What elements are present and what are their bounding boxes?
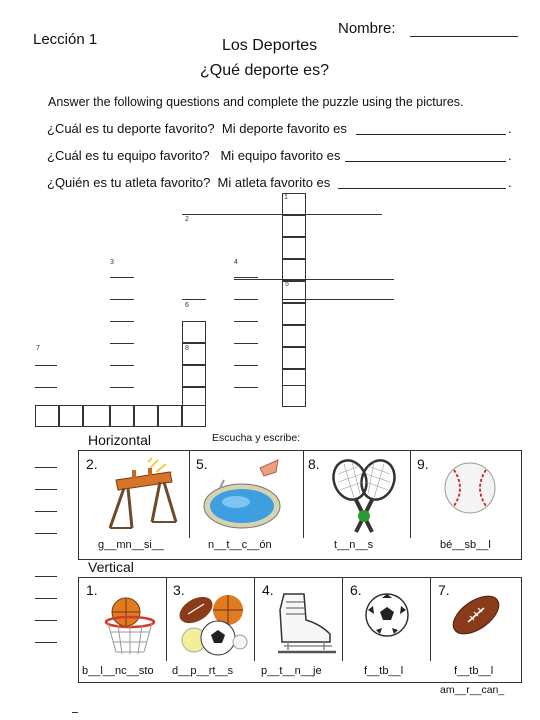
grid-line <box>110 277 134 278</box>
clue-number: 1 <box>284 194 288 201</box>
answer-prompt: Mi equipo favorito es <box>220 148 341 163</box>
grid-line <box>35 365 57 366</box>
answer-line-1[interactable] <box>356 134 506 135</box>
answer-end: . <box>508 121 512 136</box>
name-input-line[interactable] <box>410 36 518 37</box>
crossword-cell[interactable] <box>182 387 206 407</box>
write-line[interactable] <box>35 620 57 621</box>
clue-number: 3 <box>110 259 114 266</box>
clue-number: 4. <box>262 582 274 598</box>
vertical-heading: Vertical <box>88 559 134 575</box>
clue-number: 2. <box>86 456 98 472</box>
crossword-cell[interactable] <box>59 405 83 427</box>
ice-skate-icon <box>270 590 340 658</box>
divider <box>254 577 255 661</box>
answer-prompt: Mi atleta favorito es <box>217 175 331 190</box>
baseball-icon <box>442 460 498 516</box>
answer-prompt: Mi deporte favorito es <box>221 121 347 136</box>
write-line[interactable] <box>35 642 57 643</box>
crossword-cell[interactable] <box>282 303 306 325</box>
hint-word: t__n__s <box>334 539 374 551</box>
hint-word: g__mn__si__ <box>98 539 165 551</box>
grid-line <box>110 365 134 366</box>
write-line[interactable] <box>35 598 57 599</box>
clue-number: 9. <box>417 456 429 472</box>
divider <box>342 577 343 661</box>
crossword-cell[interactable] <box>182 321 206 343</box>
clue-number: 5 <box>285 281 289 288</box>
answer-line-2[interactable] <box>345 161 506 162</box>
question-3 <box>47 175 330 190</box>
crossword-cell[interactable] <box>182 365 206 387</box>
grid-line <box>234 343 258 344</box>
page-title: Los Deportes <box>222 37 318 54</box>
crossword-cell[interactable] <box>282 259 306 281</box>
hint-word: bé__sb__l <box>440 539 491 551</box>
basketball-hoop-icon <box>98 592 160 658</box>
page-subtitle: ¿Qué deporte es? <box>200 62 329 79</box>
clue-number: 7 <box>36 345 40 352</box>
crossword-cell[interactable] <box>282 237 306 259</box>
grid-line <box>110 299 134 300</box>
answer-line-3[interactable] <box>338 188 506 189</box>
question-text: ¿Quién es tu atleta favorito? <box>47 175 211 190</box>
clue-number: 5. <box>196 456 208 472</box>
clue-number: 8 <box>185 345 189 352</box>
instructions: Answer the following questions and complete the puzzle using the pictures. <box>48 95 464 109</box>
grid-line <box>110 321 134 322</box>
crossword-cell[interactable] <box>110 405 134 427</box>
divider <box>410 450 411 538</box>
crossword-cell[interactable] <box>282 215 306 237</box>
question-text: ¿Cuál es tu deporte favorito? <box>47 121 215 136</box>
soccer-ball-icon <box>364 592 410 638</box>
crossword-cell[interactable] <box>282 347 306 369</box>
grid-line <box>282 299 394 300</box>
lesson-label: Lección 1 <box>33 31 98 48</box>
clue-number: 2 <box>185 216 189 223</box>
write-line[interactable] <box>35 533 57 534</box>
listen-instruction: Escucha y escribe: <box>212 432 301 444</box>
grid-line <box>234 365 258 366</box>
grid-line <box>35 387 57 388</box>
grid-line <box>110 343 134 344</box>
grid-line <box>234 387 258 388</box>
divider <box>430 577 431 661</box>
hint-word-line-2: am__r__can_ <box>440 684 505 696</box>
clue-number: 7. <box>438 582 450 598</box>
write-line[interactable] <box>35 511 57 512</box>
clue-number: 6. <box>350 582 362 598</box>
question-1 <box>47 121 347 136</box>
write-line[interactable] <box>35 489 57 490</box>
pommel-horse-icon <box>102 458 184 534</box>
crossword-cell[interactable] <box>134 405 158 427</box>
hint-word: b__l__nc__sto <box>82 665 154 677</box>
crossword-cell[interactable] <box>83 405 110 427</box>
crossword-cell[interactable] <box>282 325 306 347</box>
horizontal-heading: Horizontal <box>88 432 152 448</box>
crossword-cell[interactable] <box>282 385 306 407</box>
sports-balls-icon <box>176 590 248 660</box>
grid-line <box>182 299 206 300</box>
write-line[interactable] <box>35 467 57 468</box>
clue-number: 8. <box>308 456 320 472</box>
clue-number: 6 <box>185 302 189 309</box>
grid-line <box>234 321 258 322</box>
grid-line <box>234 277 258 278</box>
question-text: ¿Cuál es tu equipo favorito? <box>47 148 210 163</box>
answer-end: . <box>508 175 512 190</box>
hint-word: f__tb__l <box>454 665 494 677</box>
hint-word: n__t__c__ón <box>208 539 272 551</box>
grid-line <box>234 299 258 300</box>
crossword-cell[interactable] <box>35 405 59 427</box>
american-football-icon <box>448 590 504 640</box>
footer-dash <box>72 712 78 713</box>
answer-end: . <box>508 148 512 163</box>
clue-number: 3. <box>173 582 185 598</box>
name-label: Nombre: <box>338 20 396 37</box>
clue-number: 4 <box>234 259 238 266</box>
crossword-cell[interactable] <box>182 405 206 427</box>
hint-word: f__tb__l <box>364 665 404 677</box>
clue-number: 1. <box>86 582 98 598</box>
hint-word: d__p__rt__s <box>172 665 234 677</box>
tennis-rackets-icon <box>326 456 402 538</box>
grid-line <box>110 387 134 388</box>
crossword-cell[interactable] <box>158 405 182 427</box>
hint-word: p__t__n__je <box>261 665 322 677</box>
divider <box>303 450 304 538</box>
question-2 <box>47 148 340 163</box>
grid-line <box>234 279 394 280</box>
write-line[interactable] <box>35 576 57 577</box>
divider <box>189 450 190 538</box>
divider <box>166 577 167 661</box>
grid-line <box>182 214 382 215</box>
swimming-pool-icon <box>202 458 298 532</box>
